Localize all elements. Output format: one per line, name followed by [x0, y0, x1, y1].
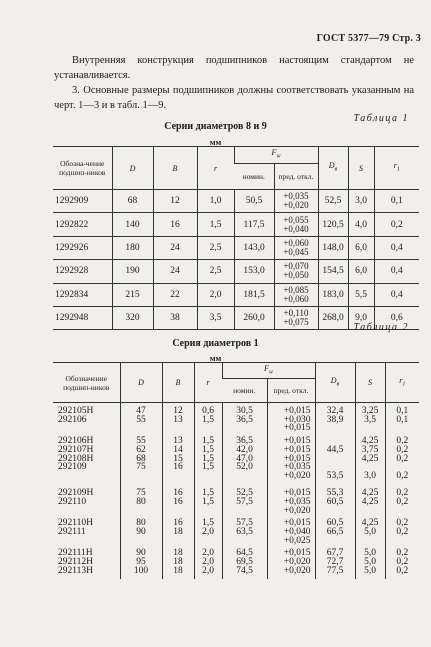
table2-line-B: 18 [173, 548, 183, 559]
table2-cell-r1 [385, 515, 419, 545]
table-row [53, 260, 419, 283]
table2-line-designation: 292109 [58, 462, 87, 473]
table1-cell-D: 320 [112, 306, 153, 329]
table2-label: Таблица 2 [353, 322, 409, 333]
table2-cell-S [355, 403, 385, 434]
table2-cell-Dv [315, 433, 355, 485]
table1-cell-deviation [274, 306, 318, 329]
table2-header-designation: Обозначение подшип-ников [53, 363, 120, 403]
table2-line-deviation: +0,015 [283, 548, 311, 559]
table2-line-Fw: 36,5 [236, 436, 253, 447]
table2-cell-designation [53, 403, 120, 434]
table2-line-deviation: +0,015 [283, 488, 311, 499]
table1-cell-r1: 0,4 [374, 283, 419, 306]
table2-line-D: 75 [136, 462, 146, 473]
table2-line-designation: 292106 [58, 414, 87, 425]
table1-header-D: D [112, 147, 153, 190]
table2-line-B: 12 [173, 406, 183, 416]
table1-cell-B: 22 [153, 283, 197, 306]
table1-header-nominal: номин. [234, 164, 274, 190]
deviation-lower: +0,040 [283, 223, 309, 234]
table1-cell-Dv: 120,5 [318, 213, 348, 236]
table2-cell-designation [53, 545, 120, 579]
table2-line-deviation: +0,015 [283, 406, 311, 416]
table2-line-r1: 0,2 [396, 436, 409, 447]
table2-line-designation: 292107Н [58, 444, 94, 455]
table2-cell-designation [53, 485, 120, 515]
table2-line-r1: 0,2 [396, 565, 409, 576]
table1-cell-Dv: 52,5 [318, 190, 348, 213]
table1-cell-Dv: 148,0 [318, 236, 348, 259]
table2-line-deviation: +0,015 [283, 444, 311, 455]
table2-cell-r1 [385, 545, 419, 579]
table2-header-deviation: пред. откл. [267, 379, 315, 403]
table1-header-B: B [153, 147, 197, 190]
table2-cell-r1 [385, 485, 419, 515]
table2-header-r: r [194, 363, 222, 403]
table1-cell-Fw: 117,5 [234, 213, 274, 236]
table2-line-r: 2,0 [202, 548, 214, 559]
table-row [53, 236, 419, 259]
table1-label: Таблица 1 [353, 113, 409, 124]
table2-line-r: 1,5 [202, 462, 214, 473]
table2-cell-deviation [267, 545, 315, 579]
table1-cell-Dv: 154,5 [318, 260, 348, 283]
table1-cell-r: 2,5 [197, 236, 234, 259]
table2-header-D: D [120, 363, 162, 403]
table2-line-Dv: 60,5 [326, 496, 344, 507]
table2-line-B: 16 [173, 462, 183, 473]
table2-cell-r [194, 403, 222, 434]
table2-line-B: 16 [173, 496, 183, 507]
table2-line-S: 3,0 [364, 470, 376, 481]
table2-line-r: 2,0 [202, 526, 214, 537]
table2-title: Серия диаметров 1 [172, 338, 259, 349]
table2-cell-S [355, 515, 385, 545]
table1-cell-B: 12 [153, 190, 197, 213]
table2-line-S: 3,25 [361, 406, 379, 416]
table2-cell-Fw [222, 403, 267, 434]
table2-line-D: 47 [136, 406, 146, 416]
table2-line-r1: 0,1 [396, 414, 409, 425]
table2-cell-S [355, 485, 385, 515]
deviation-lower: +0,050 [283, 270, 309, 281]
table2-line-Dv: 38,9 [326, 414, 344, 425]
table2-line-designation: 292106Н [58, 436, 94, 447]
table2-line-r1: 0,2 [396, 453, 409, 464]
table2-cell-Dv [315, 485, 355, 515]
table2-cell-deviation [267, 403, 315, 434]
table2-line-r1: 0,1 [396, 406, 409, 416]
table1-cell-r1: 0,4 [374, 260, 419, 283]
table1-cell-Dv: 268,0 [318, 306, 348, 329]
table1-header-r: r [197, 147, 234, 190]
table2-line-r: 1,5 [202, 488, 214, 499]
table2-cell-Fw [222, 485, 267, 515]
table2-line-Fw: 52,0 [236, 462, 253, 473]
table1-cell-r1: 0,1 [374, 190, 419, 213]
table2-line-deviation: +0,020 [283, 565, 311, 576]
table2-line-r1: 0,2 [396, 470, 409, 481]
table2-line-r: 1,5 [202, 453, 214, 464]
table2-cell-B [162, 433, 194, 485]
table-row-group [53, 485, 419, 515]
table2-cell-r [194, 545, 222, 579]
table2-line-deviation: +0,015 [283, 423, 311, 434]
table2-line-deviation: +0,035 [283, 496, 311, 507]
table2-line-D: 68 [136, 453, 146, 464]
table2-line-deviation: +0,020 [283, 557, 311, 568]
table1-cell-r: 1,5 [197, 213, 234, 236]
table2-line-deviation: +0,015 [283, 436, 311, 447]
table1-cell-id: 1292822 [53, 213, 112, 236]
table2-cell-designation [53, 515, 120, 545]
table2-line-r1: 0,2 [396, 444, 409, 455]
table1-cell-B: 16 [153, 213, 197, 236]
table2-line-B: 15 [173, 453, 183, 464]
table2-line-r1: 0,2 [396, 488, 409, 499]
table2-line-Dv: 53,5 [326, 470, 344, 481]
deviation-upper: +0,110 [283, 308, 309, 319]
table1-cell-id: 1292926 [53, 236, 112, 259]
table2-cell-r1 [385, 403, 419, 434]
table2-line-S: 5,0 [364, 557, 376, 568]
table1-cell-id: 1292928 [53, 260, 112, 283]
table2-line-S: 4,25 [361, 488, 379, 499]
deviation-upper: +0,035 [283, 191, 309, 202]
table2-unit: мм [209, 353, 222, 363]
table2-cell-r [194, 485, 222, 515]
table2-line-S: 4,25 [361, 453, 379, 464]
table2-line-Fw: 36,5 [236, 414, 253, 425]
table2-cell-r1 [385, 433, 419, 485]
table1-cell-r1: 0,2 [374, 213, 419, 236]
deviation-lower: +0,020 [283, 200, 309, 211]
table1-header-Fw: $F_w$ [234, 147, 318, 164]
table1-cell-Dv: 183,0 [318, 283, 348, 306]
table-row-group [53, 545, 419, 579]
table2-header-B: B [162, 363, 194, 403]
table2-cell-deviation [267, 433, 315, 485]
deviation-upper: +0,070 [283, 261, 309, 272]
table2-cell-B [162, 515, 194, 545]
table1-cell-S: 4,0 [348, 213, 374, 236]
table2-cell-D [120, 515, 162, 545]
table1-header-r1: $r_1$ [374, 147, 419, 190]
deviation-upper: +0,060 [283, 237, 309, 248]
table2-cell-deviation [267, 515, 315, 545]
table2-line-S: 4,25 [361, 496, 379, 507]
table1-title: Серии диаметров 8 и 9 [164, 121, 267, 132]
table-row [53, 190, 419, 213]
table2-line-r: 2,0 [202, 565, 214, 576]
table2-line-D: 95 [136, 557, 146, 568]
table2-cell-Dv [315, 515, 355, 545]
table2-line-designation: 292108Н [58, 453, 94, 464]
table1-cell-D: 190 [112, 260, 153, 283]
table2-line-Fw: 74,5 [236, 565, 253, 576]
table2-line-S: 5,0 [364, 548, 376, 559]
table2-line-r1: 0,2 [396, 557, 409, 568]
table2-line-S: 5,0 [364, 565, 376, 576]
table2-cell-D [120, 433, 162, 485]
table1-cell-Fw: 143,0 [234, 236, 274, 259]
table1-cell-D: 180 [112, 236, 153, 259]
table2-line-Dv: 67,7 [326, 548, 344, 559]
table2-line-Dv: 44,5 [326, 444, 344, 455]
table2-cell-S [355, 433, 385, 485]
table1-cell-B: 38 [153, 306, 197, 329]
table2-line-S: 4,25 [361, 436, 379, 447]
table2-line-S: 3,5 [364, 414, 376, 425]
table1-cell-S: 5,5 [348, 283, 374, 306]
table2-line-r: 1,5 [202, 444, 214, 455]
table2-line-D: 62 [136, 444, 146, 455]
table2-line-r1: 0,2 [396, 526, 409, 537]
table1-cell-D: 215 [112, 283, 153, 306]
table1-cell-deviation [274, 283, 318, 306]
table1-cell-B: 24 [153, 236, 197, 259]
table1-cell-D: 140 [112, 213, 153, 236]
page-header: ГОСТ 5377—79 Стр. 3 [316, 33, 421, 44]
table2-line-B: 18 [173, 557, 183, 568]
table2-cell-D [120, 485, 162, 515]
table2-line-Fw: 63,5 [236, 526, 253, 537]
table2-line-designation: 292110Н [58, 518, 94, 529]
table2-line-B: 14 [173, 444, 183, 455]
table1-cell-id: 1292948 [53, 306, 112, 329]
table-row [53, 283, 419, 306]
table2-line-Fw: 69,5 [236, 557, 253, 568]
table2-header-Fw: $F_w$ [222, 363, 315, 379]
table2-line-r: 1,5 [202, 496, 214, 507]
table2-line-designation: 292111Н [58, 548, 93, 559]
table2-cell-Fw [222, 433, 267, 485]
table-row-group [53, 433, 419, 485]
table2-cell-Dv [315, 545, 355, 579]
table2-line-deviation: +0,030 [283, 414, 311, 425]
table2-line-Fw: 64,5 [236, 548, 253, 559]
table2-line-deviation: +0,015 [283, 518, 311, 529]
deviation-upper: +0,055 [283, 214, 309, 225]
table2-line-designation: 292105Н [58, 406, 94, 416]
table1-header-deviation: пред. откл. [274, 164, 318, 190]
table2-line-D: 80 [136, 496, 146, 507]
table2-line-designation: 292113Н [58, 565, 94, 576]
table2-header-nominal: номин. [222, 379, 267, 403]
table2-header-S: S [355, 363, 385, 403]
table2 [53, 362, 419, 579]
table1-header-designation: Обозна-чение подшип-ников [53, 147, 112, 190]
table2-line-B: 18 [173, 526, 183, 537]
table2-cell-Fw [222, 515, 267, 545]
table2-cell-D [120, 403, 162, 434]
table2-line-designation: 292110 [58, 496, 87, 507]
table2-cell-designation [53, 433, 120, 485]
table2-line-deviation: +0,035 [283, 462, 311, 473]
table2-header-Dv: $D_в$ [315, 363, 355, 403]
table2-line-deviation: +0,025 [283, 535, 311, 546]
table2-line-B: 13 [173, 436, 183, 447]
table2-line-S: 4,25 [361, 518, 379, 529]
table1-cell-S: 6,0 [348, 236, 374, 259]
table2-line-Dv: 77,5 [326, 565, 344, 576]
table1 [53, 146, 419, 330]
table1-cell-D: 68 [112, 190, 153, 213]
table2-line-D: 55 [136, 436, 146, 447]
table2-line-Fw: 57,5 [236, 518, 253, 529]
table1-cell-id: 1292909 [53, 190, 112, 213]
table2-line-Dv: 55,3 [326, 488, 344, 499]
table2-cell-Fw [222, 545, 267, 579]
table2-line-Fw: 42,0 [236, 444, 253, 455]
table1-cell-r: 1,0 [197, 190, 234, 213]
table1-cell-deviation [274, 190, 318, 213]
table2-header-r1: $r_1$ [385, 363, 419, 403]
table2-line-r1: 0,2 [396, 548, 409, 559]
table-row-group [53, 515, 419, 545]
table2-cell-Dv [315, 403, 355, 434]
table2-line-B: 16 [173, 488, 183, 499]
table1-cell-r1: 0,4 [374, 236, 419, 259]
table2-cell-B [162, 403, 194, 434]
table-row [53, 213, 419, 236]
deviation-lower: +0,075 [283, 317, 309, 328]
table2-cell-B [162, 545, 194, 579]
table2-line-Fw: 52,5 [236, 488, 253, 499]
table2-line-designation: 292109Н [58, 488, 94, 499]
table1-cell-S: 3,0 [348, 190, 374, 213]
table2-line-r: 0,6 [202, 406, 214, 416]
table2-cell-deviation [267, 485, 315, 515]
table2-line-r: 1,5 [202, 436, 214, 447]
table1-cell-r1: 0,6 [374, 306, 419, 329]
table2-line-designation: 292111 [58, 526, 86, 537]
table2-cell-r [194, 433, 222, 485]
table1-cell-B: 24 [153, 260, 197, 283]
table1-header-Dv: $D_в$ [318, 147, 348, 190]
table1-cell-r: 3,5 [197, 306, 234, 329]
table2-line-r1: 0,2 [396, 518, 409, 529]
table2-line-Fw: 47,0 [236, 453, 253, 464]
table2-line-Dv: 60,5 [326, 518, 344, 529]
table2-cell-S [355, 545, 385, 579]
table2-line-deviation: +0,040 [283, 526, 311, 537]
table1-cell-Fw: 181,5 [234, 283, 274, 306]
table2-line-B: 13 [173, 414, 183, 425]
table1-cell-Fw: 50,5 [234, 190, 274, 213]
table1-cell-S: 6,0 [348, 260, 374, 283]
table2-line-D: 55 [136, 414, 146, 425]
table2-line-D: 80 [136, 518, 146, 529]
table2-line-B: 18 [173, 565, 183, 576]
table2-line-deviation: +0,015 [283, 453, 311, 464]
table2-line-Dv: 66,5 [326, 526, 344, 537]
table1-cell-S: 9,0 [348, 306, 374, 329]
table1-cell-deviation [274, 236, 318, 259]
table2-line-S: 3,75 [361, 444, 379, 455]
table2-line-Fw: 30,5 [236, 406, 253, 416]
table2-cell-B [162, 485, 194, 515]
table2-cell-D [120, 545, 162, 579]
table2-line-D: 75 [136, 488, 146, 499]
paragraph-main-dimensions: 3. Основные размеры подшипников должны соответствовать указанным на черт. 1—3 и в табл. 1—9. [54, 85, 414, 111]
table1-cell-Fw: 153,0 [234, 260, 274, 283]
table2-line-S: 5,0 [364, 526, 376, 537]
table1-cell-deviation [274, 260, 318, 283]
table2-line-deviation: +0,020 [283, 505, 311, 516]
table2-line-Fw: 57,5 [236, 496, 253, 507]
table2-line-r: 1,5 [202, 414, 214, 425]
table2-line-deviation: +0,020 [283, 470, 311, 481]
table1-header-S: S [348, 147, 374, 190]
deviation-lower: +0,045 [283, 246, 309, 257]
table1-cell-id: 1292834 [53, 283, 112, 306]
table2-line-designation: 292112Н [58, 557, 94, 568]
deviation-lower: +0,060 [283, 293, 309, 304]
table2-line-r1: 0,2 [396, 496, 409, 507]
table-row-group [53, 403, 419, 434]
table2-line-Dv: 32,4 [326, 406, 344, 416]
table2-line-Dv: 72,7 [326, 557, 344, 568]
table2-line-r: 2,0 [202, 557, 214, 568]
table1-cell-r: 2,0 [197, 283, 234, 306]
table2-cell-r [194, 515, 222, 545]
table1-cell-deviation [274, 213, 318, 236]
table2-line-B: 16 [173, 518, 183, 529]
table2-line-D: 100 [133, 565, 149, 576]
paragraph-internal-design: Внутренняя конструкция подшипников настоящим стандартом не устанавливается. [54, 55, 414, 81]
table2-line-r: 1,5 [202, 518, 214, 529]
table2-line-D: 90 [136, 548, 146, 559]
table2-line-D: 90 [136, 526, 146, 537]
table1-cell-Fw: 260,0 [234, 306, 274, 329]
deviation-upper: +0,085 [283, 284, 309, 295]
table1-cell-r: 2,5 [197, 260, 234, 283]
table1-unit: мм [209, 137, 222, 147]
